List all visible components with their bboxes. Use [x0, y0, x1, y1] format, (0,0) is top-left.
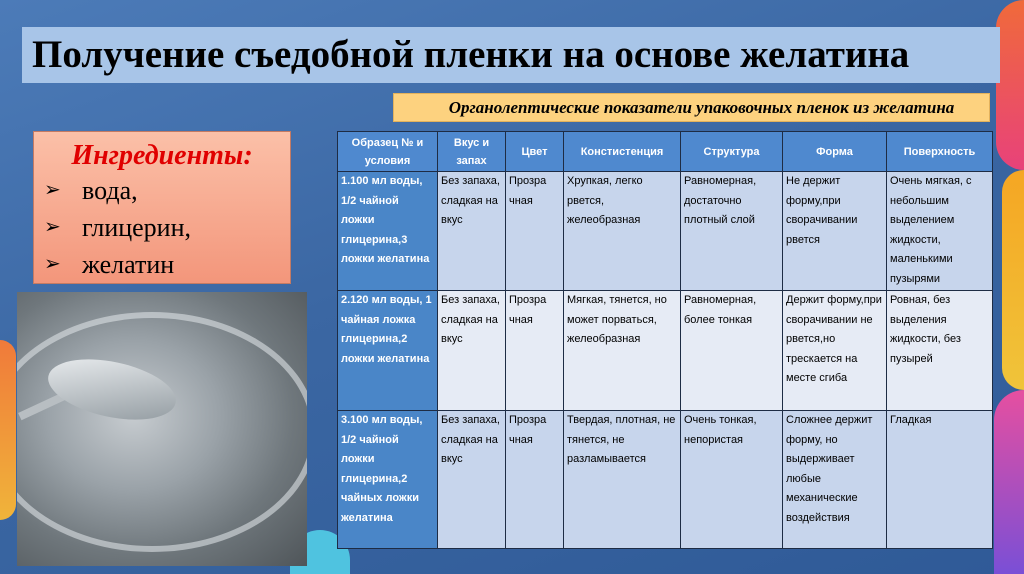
- column-header: Цвет: [506, 132, 564, 172]
- table-cell: Без запаха, сладкая на вкус: [438, 172, 506, 291]
- table-cell: Прозра чная: [506, 411, 564, 549]
- table-cell: Равномерная, более тонкая: [681, 291, 783, 411]
- decorative-blob: [994, 390, 1024, 574]
- arrow-bullet-icon: ➢: [44, 179, 61, 201]
- decorative-blob: [996, 0, 1024, 170]
- gelatin-film-photo: [17, 292, 307, 566]
- table-cell: Мягкая, тянется, но может порваться, желеобразная: [564, 291, 681, 411]
- column-header: Констистенция: [564, 132, 681, 172]
- ingredients-heading: Ингредиенты:: [71, 140, 253, 171]
- subtitle-box: [393, 93, 990, 122]
- properties-table: [337, 131, 993, 549]
- arrow-bullet-icon: ➢: [44, 216, 61, 238]
- table-header-row: [338, 132, 993, 172]
- ingredient-label: глицерин,: [82, 213, 192, 242]
- list-item: [44, 209, 290, 246]
- table-cell: Очень мягкая, с небольшим выделением жидкости, маленькими пузырями: [887, 172, 993, 291]
- column-header: Вкус и запах: [438, 132, 506, 172]
- table-cell: Прозра чная: [506, 172, 564, 291]
- table-row: [338, 172, 993, 291]
- table-cell: Равномерная, достаточно плотный слой: [681, 172, 783, 291]
- dish-rim: [17, 312, 307, 552]
- table-cell: Прозра чная: [506, 291, 564, 411]
- column-header: Форма: [783, 132, 887, 172]
- page-title: Получение съедобной пленки на основе желатина: [32, 33, 910, 76]
- table-cell: Не держит форму,при сворачивании рвется: [783, 172, 887, 291]
- table-cell: 1.100 мл воды, 1/2 чайной ложки глицерина,3 ложки желатина: [338, 172, 438, 291]
- table-cell: Держит форму,при сворачивании не рвется,но трескается на месте сгиба: [783, 291, 887, 411]
- table-cell: Гладкая: [887, 411, 993, 549]
- table-cell: Без запаха, сладкая на вкус: [438, 411, 506, 549]
- decorative-blob: [1002, 170, 1024, 390]
- list-item: [44, 172, 290, 209]
- ingredient-label: желатин: [82, 250, 175, 279]
- decorative-blob: [0, 340, 16, 520]
- column-header: Образец № и условия: [338, 132, 438, 172]
- table-cell: Ровная, без выделения жидкости, без пузырей: [887, 291, 993, 411]
- table-caption: Органолептические показатели упаковочных пленок из желатина: [448, 98, 955, 117]
- table-cell: Очень тонкая, непористая: [681, 411, 783, 549]
- ingredients-list: [34, 172, 290, 283]
- table-row: [338, 291, 993, 411]
- column-header: Поверхность: [887, 132, 993, 172]
- title-box: [22, 27, 1000, 83]
- table-cell: Твердая, плотная, не тянется, не разламывается: [564, 411, 681, 549]
- table-cell: 2.120 мл воды, 1 чайная ложка глицерина,2 ложки желатина: [338, 291, 438, 411]
- arrow-bullet-icon: ➢: [44, 253, 61, 275]
- table-row: [338, 411, 993, 549]
- column-header: Структура: [681, 132, 783, 172]
- list-item: [44, 246, 290, 283]
- table-cell: Хрупкая, легко рвется, желеобразная: [564, 172, 681, 291]
- ingredients-box: [33, 131, 291, 284]
- table-cell: Без запаха, сладкая на вкус: [438, 291, 506, 411]
- table-cell: 3.100 мл воды, 1/2 чайной ложки глицерина,2 чайных ложки желатина: [338, 411, 438, 549]
- ingredient-label: вода,: [82, 176, 138, 205]
- table-cell: Сложнее держит форму, но выдерживает любые механические воздействия: [783, 411, 887, 549]
